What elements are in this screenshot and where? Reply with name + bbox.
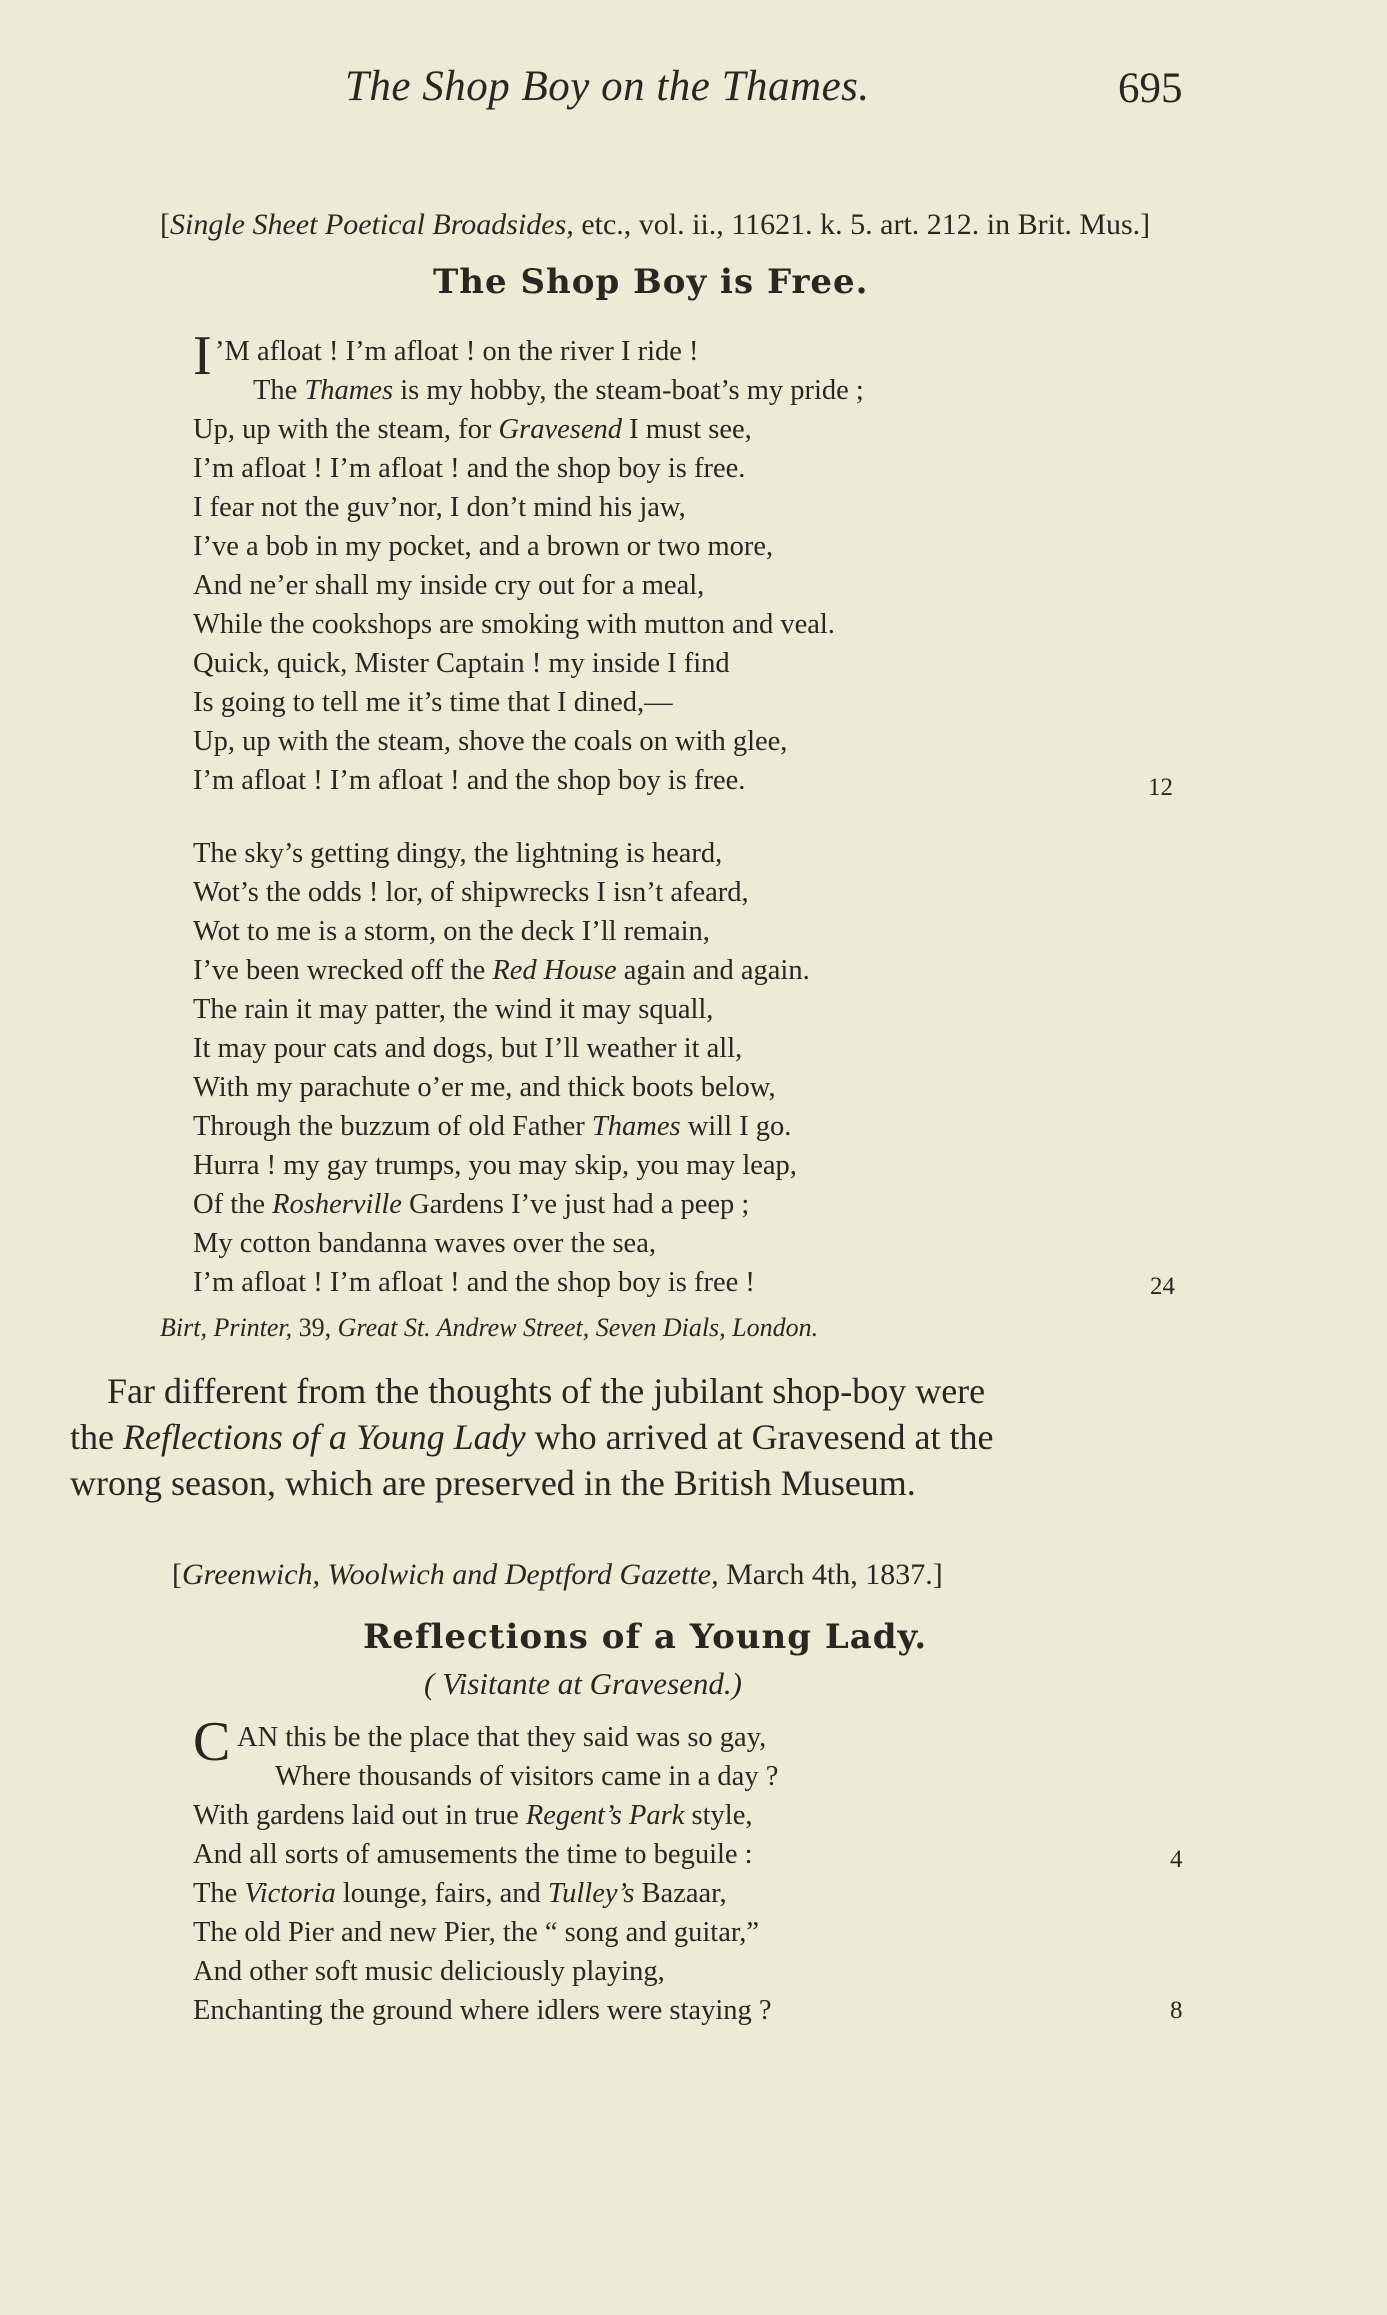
verse-line: Hurra ! my gay trumps, you may skip, you may leap, xyxy=(193,1150,797,1181)
verse-line: Through the buzzum of old Father Thames will I go. xyxy=(193,1111,792,1142)
verse-line: Is going to tell me it’s time that I dined,— xyxy=(193,687,673,718)
verse-line: I’m afloat ! I’m afloat ! and the shop boy is free. xyxy=(193,765,746,796)
verse-line: Wot to me is a storm, on the deck I’ll remain, xyxy=(193,916,710,947)
verse-line: The sky’s getting dingy, the lightning is heard, xyxy=(193,838,723,869)
printer-imprint: Birt, Printer, 39, Great St. Andrew Street, Seven Dials, London. xyxy=(160,1313,819,1342)
verse-line: AN this be the place that they said was so gay, xyxy=(237,1722,767,1753)
page-number: 695 xyxy=(1118,65,1183,112)
verse-line: It may pour cats and dogs, but I’ll weather it all, xyxy=(193,1033,743,1064)
poem2-title: Reflections of a Young Lady. xyxy=(363,1617,928,1657)
verse-line: While the cookshops are smoking with mutton and veal. xyxy=(193,609,835,640)
dropcap-i: I xyxy=(193,325,212,387)
prose-line: the Reflections of a Young Lady who arrived at Gravesend at the xyxy=(70,1417,994,1457)
prose-line: Far different from the thoughts of the jubilant shop-boy were xyxy=(107,1371,986,1411)
poem1-source: [Single Sheet Poetical Broadsides, etc., vol. ii., 11621. k. 5. art. 212. in Brit. Mus.] xyxy=(160,208,1151,241)
poem2-stanza xyxy=(193,1711,1193,2048)
dropcap-c: C xyxy=(193,1711,231,1773)
verse-line: I’m afloat ! I’m afloat ! and the shop boy is free ! xyxy=(193,1267,755,1298)
line-number-12: 12 xyxy=(1148,774,1173,801)
verse-line: The Thames is my hobby, the steam-boat’s my pride ; xyxy=(253,375,864,406)
line-number-8: 8 xyxy=(1170,1997,1183,2024)
verse-line: With my parachute o’er me, and thick boots below, xyxy=(193,1072,776,1103)
verse-line: I fear not the guv’nor, I don’t mind his jaw, xyxy=(193,492,686,523)
poem1-stanza1 xyxy=(193,325,1193,812)
verse-line: My cotton bandanna waves over the sea, xyxy=(193,1228,656,1259)
verse-line: The old Pier and new Pier, the “ song and guitar,” xyxy=(193,1917,759,1948)
verse-line: The rain it may patter, the wind it may squall, xyxy=(193,994,714,1025)
poem2-source: [Greenwich, Woolwich and Deptford Gazette, March 4th, 1837.] xyxy=(172,1558,943,1591)
prose-line: wrong season, which are preserved in the British Museum. xyxy=(70,1463,916,1503)
prose-paragraph xyxy=(70,1368,1320,1518)
verse-line: Up, up with the steam, for Gravesend I must see, xyxy=(193,414,752,445)
running-title: The Shop Boy on the Thames. xyxy=(345,63,870,110)
verse-line: Where thousands of visitors came in a day ? xyxy=(275,1761,779,1792)
verse-line: And other soft music deliciously playing, xyxy=(193,1956,665,1987)
verse-line: Quick, quick, Mister Captain ! my inside I find xyxy=(193,648,730,679)
verse-line: I’ve a bob in my pocket, and a brown or two more, xyxy=(193,531,774,562)
line-number-24: 24 xyxy=(1150,1273,1175,1300)
line-number-4: 4 xyxy=(1170,1846,1183,1873)
verse-line: With gardens laid out in true Regent’s Park style, xyxy=(193,1800,753,1831)
verse-line: And ne’er shall my inside cry out for a meal, xyxy=(193,570,705,601)
verse-line: The Victoria lounge, fairs, and Tulley’s Bazaar, xyxy=(193,1878,727,1909)
poem1-title: The Shop Boy is Free. xyxy=(433,262,869,302)
verse-line: I’ve been wrecked off the Red House again and again. xyxy=(193,955,810,986)
poem2-subtitle: ( Visitante at Gravesend.) xyxy=(424,1666,742,1701)
verse-line: Of the Rosherville Gardens I’ve just had a peep ; xyxy=(193,1189,750,1220)
verse-line: Up, up with the steam, shove the coals on with glee, xyxy=(193,726,788,757)
verse-line: Wot’s the odds ! lor, of shipwrecks I isn’t afeard, xyxy=(193,877,749,908)
verse-line: And all sorts of amusements the time to beguile : xyxy=(193,1839,753,1870)
verse-line: I’m afloat ! I’m afloat ! and the shop boy is free. xyxy=(193,453,746,484)
poem1-stanza2 xyxy=(193,834,1193,1314)
verse-line: Enchanting the ground where idlers were staying ? xyxy=(193,1995,772,2026)
verse-line: ’M afloat ! I’m afloat ! on the river I ride ! xyxy=(215,336,699,367)
